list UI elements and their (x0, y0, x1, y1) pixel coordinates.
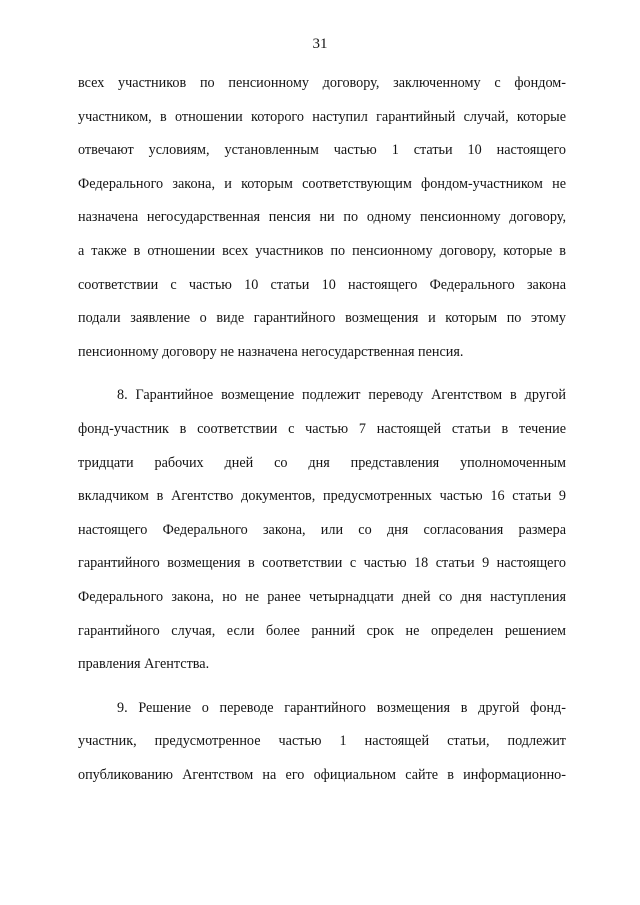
text-line: соответствии с частью 10 статьи 10 настоящего Федерального закона (78, 276, 566, 293)
text-line: Федерального закона, и которым соответствующим фондом-участником не (78, 175, 566, 192)
text-line: гарантийного возмещения в соответствии с частью 18 статьи 9 настоящего (78, 555, 566, 572)
page-number: 31 (312, 36, 328, 52)
text-line: всех участников по пенсионному договору, заключенному с фондом- (78, 75, 566, 91)
text-line: правления Агентства. (78, 656, 210, 673)
text-line: участником, в отношении которого наступил гарантийный случай, которые (78, 108, 566, 125)
text-line: опубликованию Агентством на его официальном сайте в информационно- (78, 766, 566, 783)
text-line: 9. Решение о переводе гарантийного возмещения в другой фонд- (117, 699, 566, 716)
paragraph-gap (78, 375, 566, 385)
text-line: фонд-участник в соответствии с частью 7 настоящей статьи в течение (78, 420, 566, 437)
paragraph-item-9 (78, 698, 566, 799)
text-line: а также в отношении всех участников по пенсионному договору, которые в (78, 242, 566, 259)
text-line: подали заявление о виде гарантийного возмещения и которым по этому (78, 310, 566, 327)
text-line: отвечают условиям, установленным частью 1 статьи 10 настоящего (78, 142, 566, 159)
text-line: настоящего Федерального закона, или со дня согласования размера (78, 521, 566, 538)
text-line: тридцати рабочих дней со дня представления уполномоченным (78, 454, 566, 471)
paragraph-item-8 (78, 385, 566, 687)
text-line: Федерального закона, но не ранее четырнадцати дней со дня наступления (78, 588, 566, 605)
body-text (78, 73, 566, 798)
text-line: вкладчиком в Агентство документов, предусмотренных частью 16 статьи 9 (78, 488, 566, 505)
text-line: пенсионному договору не назначена негосударственная пенсия. (78, 343, 464, 360)
text-line: гарантийного случая, если более ранний срок не определен решением (78, 622, 566, 639)
text-line: назначена негосударственная пенсия ни по одному пенсионному договору, (78, 209, 566, 226)
text-line: участник, предусмотренное частью 1 настоящей статьи, подлежит (78, 733, 566, 750)
paragraph-gap (78, 688, 566, 698)
paragraph-continuation (78, 73, 566, 375)
text-line: 8. Гарантийное возмещение подлежит переводу Агентством в другой (117, 387, 566, 404)
